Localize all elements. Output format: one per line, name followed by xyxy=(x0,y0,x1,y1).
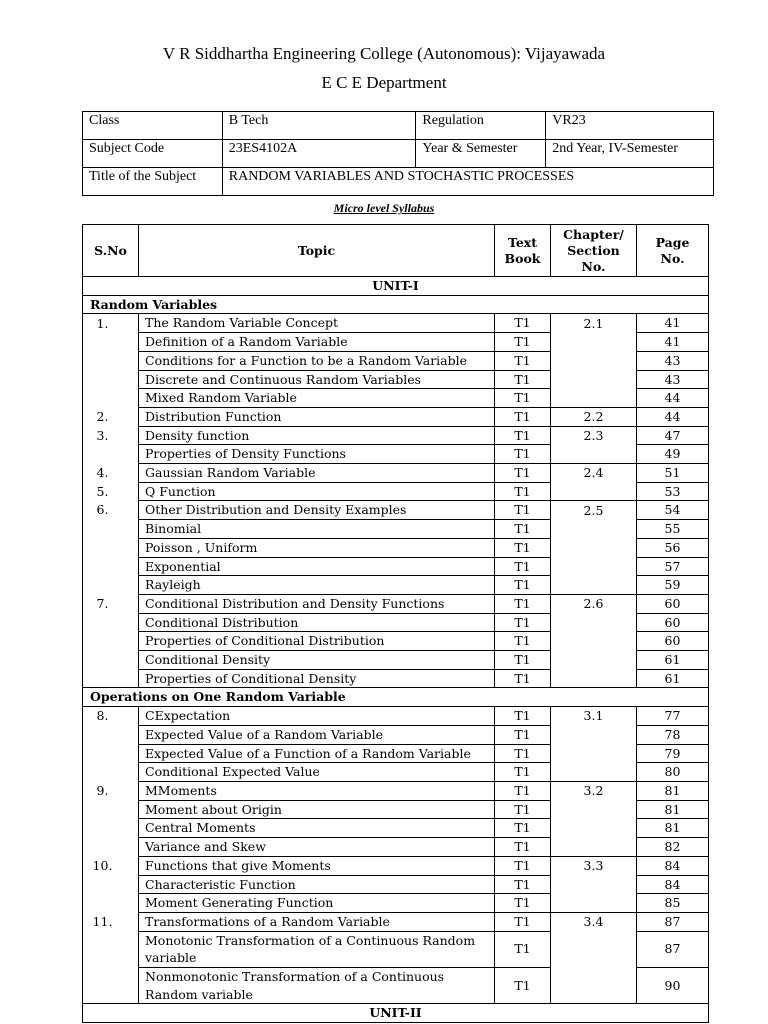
row-sno xyxy=(83,968,139,1004)
row-text-book: T1 xyxy=(495,744,551,763)
subject-title-label: Title of the Subject xyxy=(83,168,223,196)
row-topic: Other Distribution and Density Examples xyxy=(139,501,495,520)
row-text-book: T1 xyxy=(495,894,551,913)
row-page-no: 84 xyxy=(637,856,709,875)
row-topic: Moment Generating Function xyxy=(139,894,495,913)
row-chapter-section: 2.6 xyxy=(551,594,637,613)
table-row xyxy=(83,763,709,782)
row-topic: Properties of Density Functions xyxy=(139,445,495,464)
row-sno: 8. xyxy=(83,707,139,726)
row-topic: Properties of Conditional Density xyxy=(139,669,495,688)
table-row xyxy=(83,426,709,445)
row-text-book: T1 xyxy=(495,407,551,426)
row-page-no: 56 xyxy=(637,538,709,557)
regulation-value: VR23 xyxy=(546,112,714,140)
table-row xyxy=(83,838,709,857)
row-text-book: T1 xyxy=(495,669,551,688)
row-sno: 5. xyxy=(83,482,139,501)
table-row xyxy=(83,370,709,389)
row-chapter-section xyxy=(551,875,637,894)
row-topic: Conditional Expected Value xyxy=(139,763,495,782)
row-topic: Monotonic Transformation of a Continuous Random variable xyxy=(139,931,495,967)
row-text-book: T1 xyxy=(495,389,551,408)
row-sno xyxy=(83,333,139,352)
row-page-no: 87 xyxy=(637,931,709,967)
row-text-book: T1 xyxy=(495,314,551,333)
row-topic: Rayleigh xyxy=(139,576,495,595)
table-row xyxy=(83,894,709,913)
row-text-book: T1 xyxy=(495,557,551,576)
row-page-no: 81 xyxy=(637,781,709,800)
table-row xyxy=(83,407,709,426)
row-topic: Binomial xyxy=(139,520,495,539)
row-sno xyxy=(83,538,139,557)
row-text-book: T1 xyxy=(495,576,551,595)
table-row xyxy=(83,800,709,819)
row-page-no: 78 xyxy=(637,725,709,744)
row-sno xyxy=(83,725,139,744)
subject-title-value: RANDOM VARIABLES AND STOCHASTIC PROCESSES xyxy=(222,168,713,196)
row-topic: Discrete and Continuous Random Variables xyxy=(139,370,495,389)
table-row xyxy=(83,912,709,931)
row-topic: Conditional Density xyxy=(139,651,495,670)
unit-heading: UNIT-I xyxy=(83,277,709,296)
row-page-no: 44 xyxy=(637,389,709,408)
table-row xyxy=(83,725,709,744)
table-row xyxy=(83,856,709,875)
section-heading: Random Variables xyxy=(83,295,709,314)
class-value: B Tech xyxy=(222,112,416,140)
row-chapter-section: 3.3 xyxy=(551,856,637,875)
col-topic: Topic xyxy=(139,225,495,277)
row-chapter-section xyxy=(551,351,637,370)
row-sno: 10. xyxy=(83,856,139,875)
table-row xyxy=(83,464,709,483)
row-chapter-section xyxy=(551,482,637,501)
row-chapter-section xyxy=(551,333,637,352)
row-sno xyxy=(83,838,139,857)
row-chapter-section xyxy=(551,538,637,557)
row-chapter-section: 2.3 xyxy=(551,426,637,445)
class-label: Class xyxy=(83,112,223,140)
row-page-no: 41 xyxy=(637,333,709,352)
row-topic: Conditions for a Function to be a Random Variable xyxy=(139,351,495,370)
row-sno xyxy=(83,389,139,408)
row-text-book: T1 xyxy=(495,651,551,670)
row-page-no: 49 xyxy=(637,445,709,464)
row-topic: Transformations of a Random Variable xyxy=(139,912,495,931)
row-page-no: 41 xyxy=(637,314,709,333)
row-chapter-section: 2.1 xyxy=(551,314,637,333)
row-chapter-section xyxy=(551,445,637,464)
row-page-no: 60 xyxy=(637,613,709,632)
row-text-book: T1 xyxy=(495,912,551,931)
row-page-no: 60 xyxy=(637,594,709,613)
row-text-book: T1 xyxy=(495,464,551,483)
row-sno xyxy=(83,445,139,464)
row-sno xyxy=(83,931,139,967)
row-page-no: 54 xyxy=(637,501,709,520)
row-sno xyxy=(83,669,139,688)
row-chapter-section: 2.5 xyxy=(551,501,637,520)
row-page-no: 61 xyxy=(637,669,709,688)
table-row xyxy=(83,651,709,670)
college-title: V R Siddhartha Engineering College (Autonomous): Vijayawada xyxy=(162,44,606,63)
row-sno xyxy=(83,894,139,913)
row-sno xyxy=(83,351,139,370)
row-text-book: T1 xyxy=(495,538,551,557)
table-row xyxy=(83,520,709,539)
row-topic: Moment about Origin xyxy=(139,800,495,819)
table-row xyxy=(83,445,709,464)
row-text-book: T1 xyxy=(495,370,551,389)
table-row xyxy=(83,968,709,1004)
row-text-book: T1 xyxy=(495,520,551,539)
row-sno: 9. xyxy=(83,781,139,800)
row-topic: Nonmonotonic Transformation of a Continuous Random variable xyxy=(139,968,495,1004)
syllabus-table xyxy=(82,224,709,1023)
row-topic: Definition of a Random Variable xyxy=(139,333,495,352)
row-chapter-section xyxy=(551,744,637,763)
table-row xyxy=(83,594,709,613)
row-text-book: T1 xyxy=(495,707,551,726)
col-text-book: Text Book xyxy=(495,225,551,277)
micro-syllabus-title: Micro level Syllabus xyxy=(333,201,435,215)
department-title: E C E Department xyxy=(321,73,447,92)
table-row xyxy=(83,875,709,894)
row-chapter-section xyxy=(551,894,637,913)
subject-info-table xyxy=(82,111,714,196)
row-topic: Poisson , Uniform xyxy=(139,538,495,557)
row-page-no: 90 xyxy=(637,968,709,1004)
row-topic: Characteristic Function xyxy=(139,875,495,894)
row-sno xyxy=(83,613,139,632)
regulation-label: Regulation xyxy=(416,112,546,140)
section-heading: Operations on One Random Variable xyxy=(83,688,709,707)
row-text-book: T1 xyxy=(495,333,551,352)
row-topic: Central Moments xyxy=(139,819,495,838)
row-page-no: 59 xyxy=(637,576,709,595)
row-topic: CExpectation xyxy=(139,707,495,726)
row-chapter-section xyxy=(551,968,637,1004)
table-row xyxy=(83,314,709,333)
row-sno xyxy=(83,370,139,389)
row-chapter-section xyxy=(551,613,637,632)
row-page-no: 84 xyxy=(637,875,709,894)
row-text-book: T1 xyxy=(495,351,551,370)
row-topic: Conditional Distribution and Density Functions xyxy=(139,594,495,613)
table-row xyxy=(83,351,709,370)
row-chapter-section xyxy=(551,557,637,576)
table-row xyxy=(83,781,709,800)
row-topic: Expected Value of a Random Variable xyxy=(139,725,495,744)
table-row xyxy=(83,744,709,763)
row-chapter-section xyxy=(551,763,637,782)
row-topic: Distribution Function xyxy=(139,407,495,426)
row-sno: 4. xyxy=(83,464,139,483)
row-page-no: 77 xyxy=(637,707,709,726)
row-page-no: 85 xyxy=(637,894,709,913)
row-page-no: 87 xyxy=(637,912,709,931)
row-sno: 2. xyxy=(83,407,139,426)
col-sno: S.No xyxy=(83,225,139,277)
row-sno: 6. xyxy=(83,501,139,520)
table-row xyxy=(83,482,709,501)
row-page-no: 60 xyxy=(637,632,709,651)
table-row xyxy=(83,669,709,688)
row-page-no: 51 xyxy=(637,464,709,483)
row-topic: MMoments xyxy=(139,781,495,800)
table-row xyxy=(83,707,709,726)
row-sno xyxy=(83,576,139,595)
row-chapter-section xyxy=(551,576,637,595)
row-chapter-section xyxy=(551,838,637,857)
row-page-no: 47 xyxy=(637,426,709,445)
row-sno xyxy=(83,520,139,539)
row-topic: Q Function xyxy=(139,482,495,501)
subject-code-value: 23ES4102A xyxy=(222,140,416,168)
row-topic: Expected Value of a Function of a Random Variable xyxy=(139,744,495,763)
table-row xyxy=(83,931,709,967)
table-row xyxy=(83,819,709,838)
row-text-book: T1 xyxy=(495,501,551,520)
table-row xyxy=(83,613,709,632)
row-text-book: T1 xyxy=(495,931,551,967)
table-row xyxy=(83,632,709,651)
table-row xyxy=(83,501,709,520)
row-sno xyxy=(83,632,139,651)
row-sno xyxy=(83,744,139,763)
row-topic: Properties of Conditional Distribution xyxy=(139,632,495,651)
row-sno xyxy=(83,651,139,670)
row-page-no: 82 xyxy=(637,838,709,857)
row-chapter-section: 2.2 xyxy=(551,407,637,426)
table-row xyxy=(83,389,709,408)
row-sno xyxy=(83,800,139,819)
row-sno: 1. xyxy=(83,314,139,333)
row-chapter-section: 3.4 xyxy=(551,912,637,931)
row-chapter-section xyxy=(551,632,637,651)
row-topic: Gaussian Random Variable xyxy=(139,464,495,483)
row-sno xyxy=(83,557,139,576)
row-text-book: T1 xyxy=(495,725,551,744)
table-row xyxy=(83,576,709,595)
row-page-no: 43 xyxy=(637,351,709,370)
unit-heading: UNIT-II xyxy=(83,1004,709,1023)
row-text-book: T1 xyxy=(495,426,551,445)
row-text-book: T1 xyxy=(495,781,551,800)
row-chapter-section xyxy=(551,389,637,408)
row-sno: 11. xyxy=(83,912,139,931)
row-topic: Exponential xyxy=(139,557,495,576)
row-topic: Variance and Skew xyxy=(139,838,495,857)
row-sno xyxy=(83,819,139,838)
row-text-book: T1 xyxy=(495,482,551,501)
table-row xyxy=(83,557,709,576)
row-text-book: T1 xyxy=(495,800,551,819)
row-chapter-section xyxy=(551,651,637,670)
row-text-book: T1 xyxy=(495,445,551,464)
row-page-no: 81 xyxy=(637,819,709,838)
table-row xyxy=(83,538,709,557)
row-text-book: T1 xyxy=(495,875,551,894)
row-page-no: 53 xyxy=(637,482,709,501)
row-chapter-section xyxy=(551,819,637,838)
row-page-no: 57 xyxy=(637,557,709,576)
row-page-no: 43 xyxy=(637,370,709,389)
table-row xyxy=(83,333,709,352)
row-text-book: T1 xyxy=(495,968,551,1004)
year-semester-value: 2nd Year, IV-Semester xyxy=(546,140,714,168)
row-page-no: 61 xyxy=(637,651,709,670)
subject-code-label: Subject Code xyxy=(83,140,223,168)
row-page-no: 44 xyxy=(637,407,709,426)
row-page-no: 79 xyxy=(637,744,709,763)
row-text-book: T1 xyxy=(495,594,551,613)
row-text-book: T1 xyxy=(495,856,551,875)
row-chapter-section: 3.2 xyxy=(551,781,637,800)
col-page-no: Page No. xyxy=(637,225,709,277)
row-chapter-section xyxy=(551,931,637,967)
row-chapter-section: 2.4 xyxy=(551,464,637,483)
row-topic: Density function xyxy=(139,426,495,445)
row-topic: Functions that give Moments xyxy=(139,856,495,875)
year-semester-label: Year & Semester xyxy=(416,140,546,168)
row-chapter-section xyxy=(551,370,637,389)
row-text-book: T1 xyxy=(495,613,551,632)
row-page-no: 80 xyxy=(637,763,709,782)
row-sno xyxy=(83,875,139,894)
row-chapter-section xyxy=(551,725,637,744)
row-text-book: T1 xyxy=(495,632,551,651)
row-sno: 7. xyxy=(83,594,139,613)
row-chapter-section: 3.1 xyxy=(551,707,637,726)
row-text-book: T1 xyxy=(495,763,551,782)
row-page-no: 81 xyxy=(637,800,709,819)
row-chapter-section xyxy=(551,800,637,819)
row-topic: Conditional Distribution xyxy=(139,613,495,632)
row-page-no: 55 xyxy=(637,520,709,539)
row-text-book: T1 xyxy=(495,838,551,857)
row-topic: Mixed Random Variable xyxy=(139,389,495,408)
row-text-book: T1 xyxy=(495,819,551,838)
row-chapter-section xyxy=(551,669,637,688)
row-sno: 3. xyxy=(83,426,139,445)
row-sno xyxy=(83,763,139,782)
row-chapter-section xyxy=(551,520,637,539)
row-topic: The Random Variable Concept xyxy=(139,314,495,333)
col-chapter-section: Chapter/ Section No. xyxy=(551,225,637,277)
